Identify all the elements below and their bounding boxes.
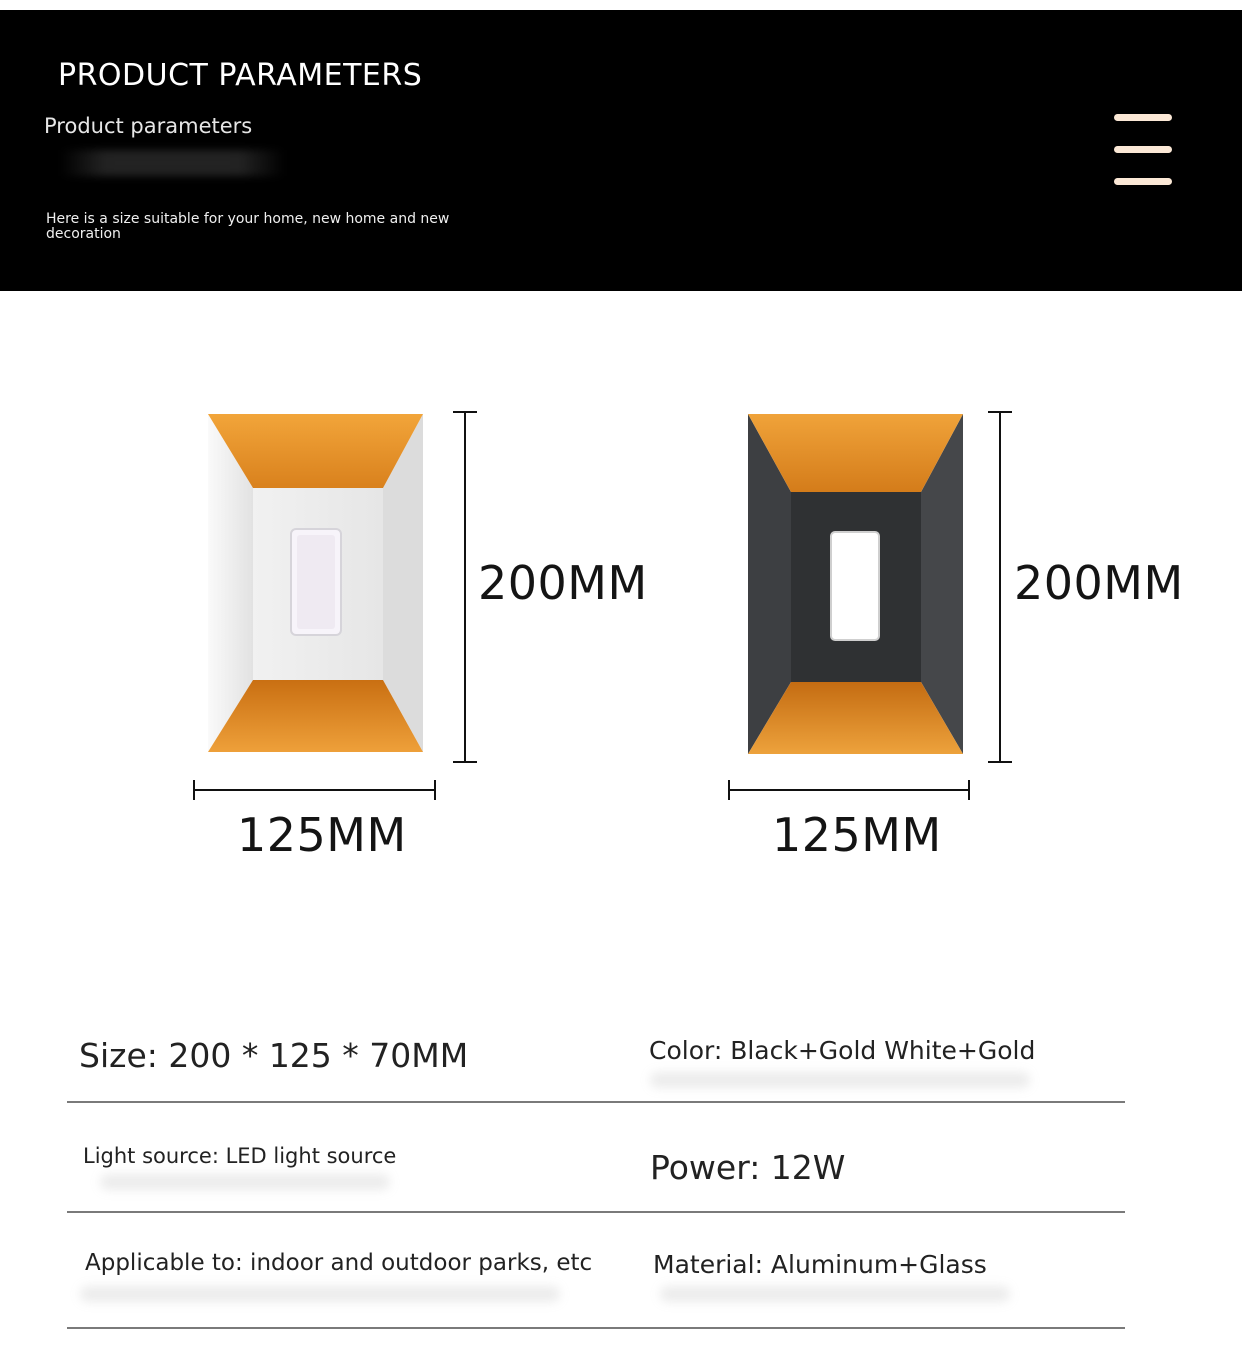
menu-bar-bottom: [1114, 178, 1172, 185]
spec-color: Color: Black+Gold White+Gold: [649, 1036, 1036, 1065]
ghost-text: [650, 1072, 1030, 1088]
spec-divider-1: [67, 1101, 1125, 1103]
spec-light-source: Light source: LED light source: [83, 1144, 397, 1168]
menu-bar-top: [1114, 114, 1172, 121]
spec-material: Material: Aluminum+Glass: [653, 1250, 987, 1279]
ghost-text: [80, 1286, 560, 1302]
page-title: PRODUCT PARAMETERS: [58, 58, 423, 93]
ghost-text: [660, 1286, 1010, 1302]
height-dimension-line-2: [985, 410, 1015, 766]
menu-bar-middle: [1114, 146, 1172, 153]
width-label-1: 125MM: [237, 808, 407, 862]
ghost-text: [100, 1174, 390, 1190]
hamburger-menu-icon[interactable]: [1114, 114, 1174, 188]
spec-divider-3: [67, 1327, 1125, 1329]
spec-divider-2: [67, 1211, 1125, 1213]
spec-size: Size: 200 * 125 * 70MM: [79, 1036, 469, 1075]
width-dimension-line-2: [725, 778, 975, 802]
height-dimension-line-1: [450, 410, 480, 766]
lamp-white-gold-image: [205, 410, 427, 756]
header-banner: [0, 10, 1242, 291]
width-dimension-line-1: [190, 778, 440, 802]
height-label-1: 200MM: [478, 556, 648, 610]
spec-applicable: Applicable to: indoor and outdoor parks, etc: [85, 1250, 593, 1276]
width-label-2: 125MM: [772, 808, 942, 862]
lamp-black-gold-image: [745, 410, 967, 756]
height-label-2: 200MM: [1014, 556, 1184, 610]
header-description: Here is a size suitable for your home, new home and new decoration: [46, 211, 450, 242]
blurred-subtitle-bar: [60, 150, 285, 176]
page-subtitle: Product parameters: [44, 114, 253, 138]
spec-power: Power: 12W: [650, 1148, 846, 1187]
